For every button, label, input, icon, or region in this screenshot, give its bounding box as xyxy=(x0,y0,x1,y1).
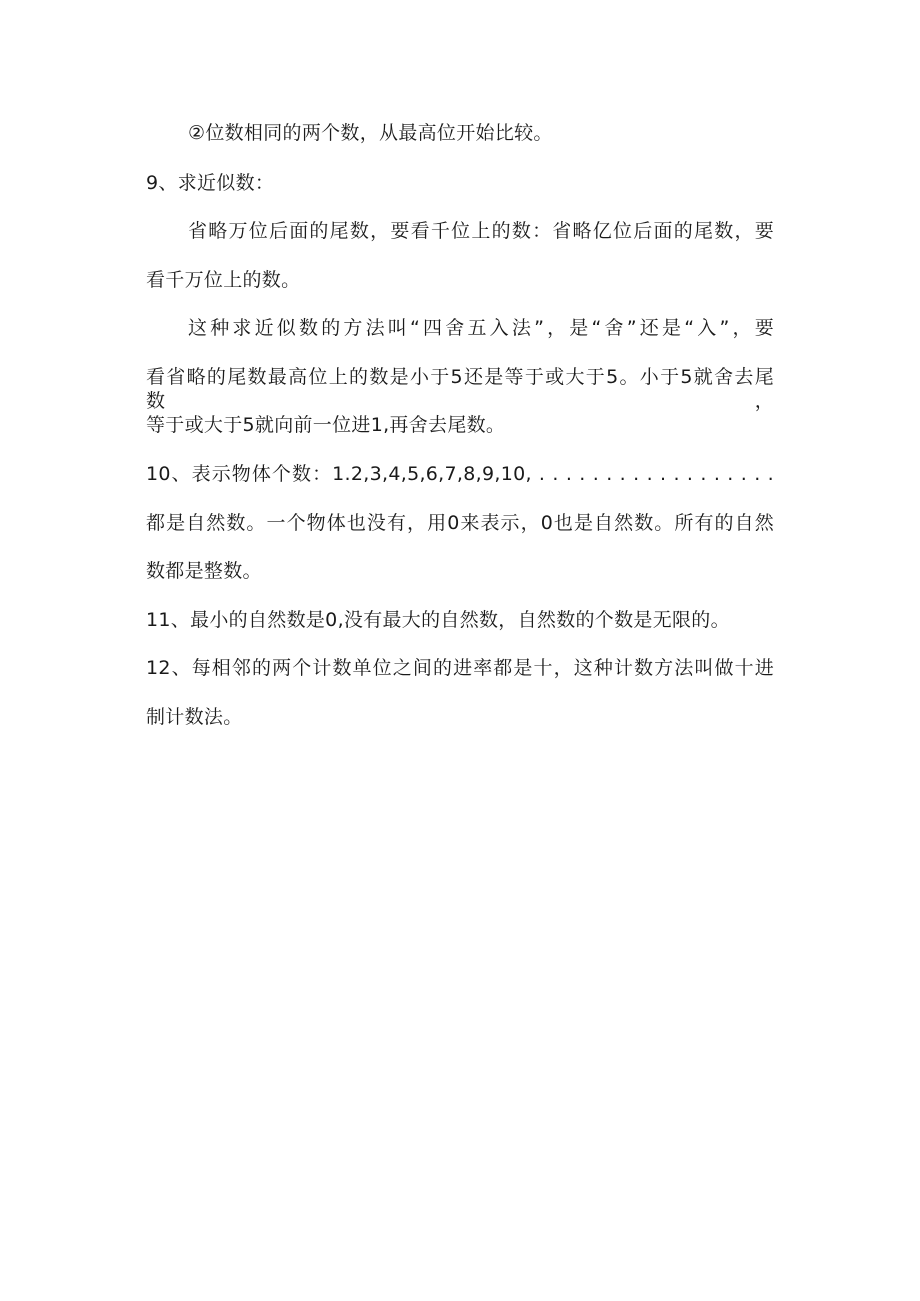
text-line: ②位数相同的两个数，从最高位开始比较。 xyxy=(188,122,553,144)
text-line: 都是自然数。一个物体也没有，用0来表示，0也是自然数。所有的自然 xyxy=(146,512,774,534)
text-line: 数都是整数。 xyxy=(146,560,262,582)
section-heading: 11、最小的自然数是0,没有最大的自然数，自然数的个数是无限的。 xyxy=(146,609,730,631)
text-line: 这种求近似数的方法叫“四舍五入法”，是“舍”还是“入”，要 xyxy=(188,317,774,339)
section-heading: 9、求近似数： xyxy=(146,172,275,194)
section-heading: 12、每相邻的两个计数单位之间的进率都是十，这种计数方法叫做十进 xyxy=(146,657,774,679)
text-line: 看省略的尾数最高位上的数是小于5还是等于或大于5。小于5就舍去尾数， xyxy=(146,366,774,412)
text-line: 制计数法。 xyxy=(146,706,243,728)
text-line: 省略万位后面的尾数，要看千位上的数：省略亿位后面的尾数，要 xyxy=(188,220,774,242)
text-line: 看千万位上的数。 xyxy=(146,269,301,291)
text-line: 等于或大于5就向前一位进1,再舍去尾数。 xyxy=(146,414,506,436)
section-heading: 10、表示物体个数：1.2,3,4,5,6,7,8,9,10, . . . . . . . . . . . . . . . . . . xyxy=(146,463,774,485)
